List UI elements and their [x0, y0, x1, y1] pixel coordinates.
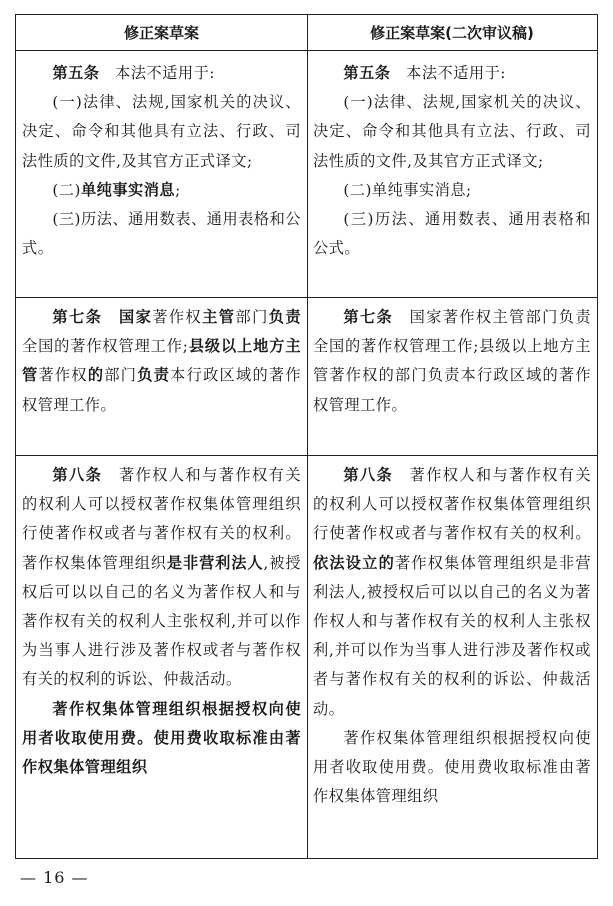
text-run: 著作权 [38, 366, 88, 385]
text-run: 部门 [104, 366, 138, 385]
header-left: 修正案草案 [16, 15, 307, 51]
bold-text-run: 著作权集体管理组织根据授权向使用者收取使用费。使用费收取标准由著作权集体管理组织 [22, 699, 301, 777]
paragraph [313, 205, 591, 263]
text-run: 国家著作权主管部门负责全国的著作权管理工作;县级以上地方主管著作权的部门负责本行政区域的著作权管理工作。 [313, 308, 592, 414]
text-run: (二) [52, 180, 81, 199]
paragraph [22, 461, 301, 695]
bold-text-run: 国家 [118, 308, 153, 326]
bold-text-run: 第五条 [52, 64, 100, 82]
text-run: 著作权集体管理组织根据授权向使用者收取使用费。使用费收取标准由著作权集体管理组织 [313, 728, 591, 806]
text-run: 本法不适用于: [99, 64, 215, 82]
paragraph [313, 461, 591, 724]
cell-article7-second-draft [307, 303, 597, 420]
text-run: 著作权人和与著作权有关的权利人可以授权著作权集体管理组织行使著作权或者与著作权有关的权利。著作权集体管理组织 [22, 466, 302, 572]
text-run: 本行政区域的著作权管理工作。 [22, 366, 302, 414]
text-run: (三)历法、通用数表、通用表格和公式。 [313, 210, 591, 258]
text-run: 本法不适用于: [390, 64, 506, 82]
text-run: (三)历法、通用数表、通用表格和公式。 [22, 210, 301, 258]
paragraph [22, 695, 301, 783]
bold-text-run: 第五条 [343, 64, 391, 82]
paragraph [313, 88, 591, 176]
text-run: 部门 [235, 308, 269, 326]
bold-text-run: 是非营利法人 [166, 553, 264, 572]
bold-text-run: 第八条 [343, 466, 394, 484]
bold-text-run: 负责 [268, 308, 302, 326]
paragraph [22, 59, 301, 88]
paragraph [22, 205, 301, 263]
row-divider [16, 297, 597, 298]
paragraph [22, 303, 301, 420]
bold-text-run: 第八条 [52, 466, 103, 484]
paragraph [313, 303, 591, 420]
page-number: — 16 — [20, 868, 89, 887]
text-run: 著作权 [152, 308, 203, 326]
bold-text-run: 负责 [137, 366, 171, 385]
row-divider [16, 455, 597, 456]
bold-text-run: 依法设立的 [313, 553, 395, 572]
cell-article5-second-draft [307, 59, 597, 263]
bold-text-run: 主管 [202, 308, 236, 326]
text-run: (二)单纯事实消息; [343, 180, 472, 199]
comparison-table [15, 14, 598, 859]
cell-article8-second-draft [307, 461, 597, 811]
text-run: (一)法律、法规,国家机关的决议、决定、命令和其他具有立法、行政、司法性质的文件,及其官方正式译文; [22, 93, 301, 170]
paragraph [313, 176, 591, 205]
cell-article5-draft [16, 59, 307, 263]
paragraph [313, 59, 591, 88]
cell-article8-draft [16, 461, 307, 782]
paragraph [22, 176, 301, 205]
text-run: 著作权人和与著作权有关的权利人可以授权著作权集体管理组织行使著作权或者与著作权有关的权利。 [313, 466, 592, 543]
bold-text-run: 第七条 [52, 308, 103, 326]
bold-text-run: 的 [87, 366, 105, 385]
cell-article7-draft [16, 303, 307, 420]
text-run: ; [175, 180, 181, 199]
text-run: 全国的著作权管理工作; [22, 337, 189, 356]
paragraph [313, 724, 591, 812]
header-right: 修正案草案(二次审议稿) [307, 15, 597, 51]
text-run [102, 308, 119, 326]
text-run: 著作权集体管理组织是非营利法人,被授权后可以以自己的名义为著作权人和与著作权有关的权利人主张权利,并可以作为当事人进行涉及著作权或者与著作权有关的权利的诉讼、仲裁活动。 [313, 553, 592, 718]
paragraph [22, 88, 301, 176]
bold-text-run: 县级以上地方主管 [22, 337, 302, 385]
text-run: (一)法律、法规,国家机关的决议、决定、命令和其他具有立法、行政、司法性质的文件,及其官方正式译文; [313, 93, 591, 170]
bold-text-run: 第七条 [343, 308, 394, 326]
text-run: ,被授权后可以以自己的名义为著作权人和与著作权有关的权利人主张权利,并可以作为当事人进行涉及著作权或者与著作权有关的权利的诉讼、仲裁活动。 [22, 553, 302, 689]
bold-text-run: 单纯事实消息 [80, 180, 176, 199]
